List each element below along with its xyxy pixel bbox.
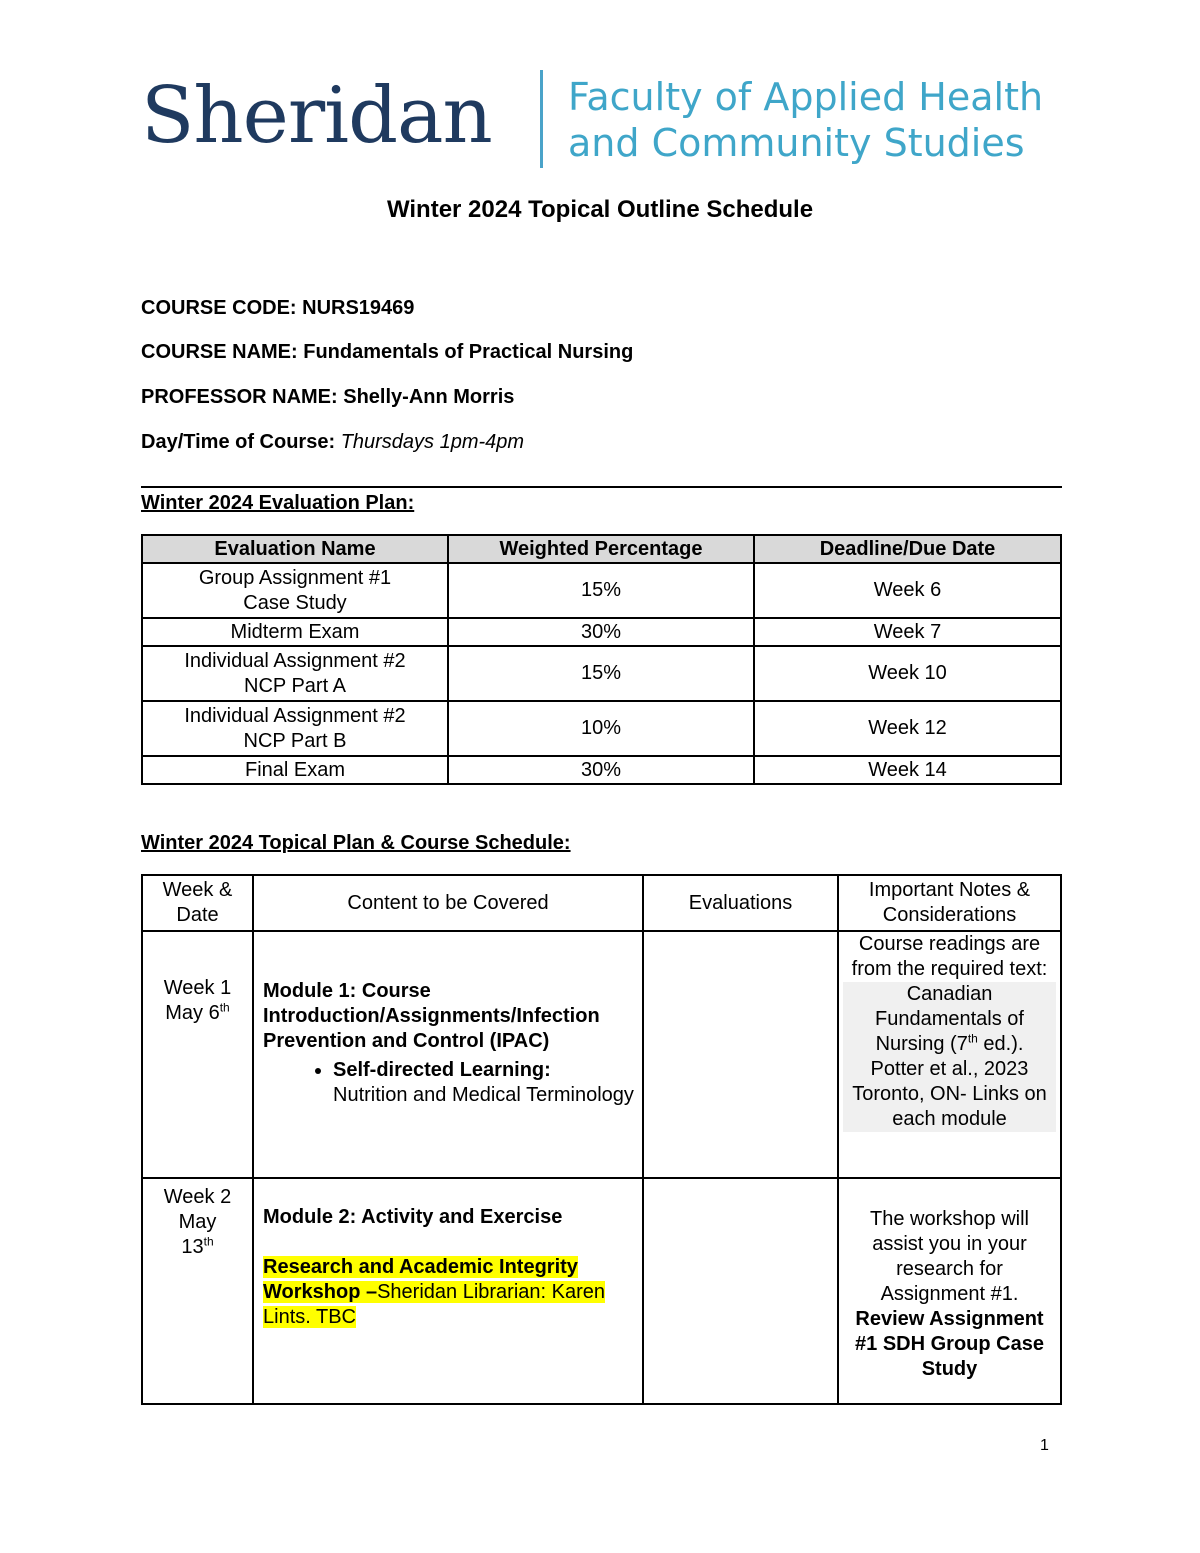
logo-faculty-line1: Faculty of Applied Health <box>568 75 1044 119</box>
daytime-value: Thursdays 1pm-4pm <box>340 431 525 453</box>
professor-line <box>141 386 1061 409</box>
table-row <box>142 618 1061 646</box>
list-item <box>333 1058 636 1108</box>
bullet-text: Nutrition and Medical Terminology <box>333 1084 634 1106</box>
due-cell: Week 10 <box>754 646 1061 701</box>
notes-review: Review Assignment #1 SDH Group Case Study <box>855 1308 1044 1380</box>
weight-cell: 15% <box>448 563 754 618</box>
horizontal-rule <box>141 486 1062 488</box>
column-header: Evaluation Name <box>142 535 448 563</box>
course-code-line <box>141 297 1061 320</box>
table-header-row <box>142 535 1061 563</box>
content-cell <box>253 931 643 1178</box>
workshop-details: Sheridan Librarian: Karen Lints. TBC <box>263 1281 606 1328</box>
logo-faculty-name <box>568 74 1043 166</box>
evaluation-plan-title: Winter 2024 Evaluation Plan: <box>141 492 415 514</box>
page-number: 1 <box>1040 1437 1049 1454</box>
course-name-label: COURSE NAME: <box>141 341 298 363</box>
notes-cell <box>838 931 1061 1178</box>
header-text: Week & <box>162 879 233 901</box>
evaluation-subname: NCP Part A <box>244 674 346 697</box>
evaluation-name: Individual Assignment #2 <box>184 649 406 672</box>
bullet-label: Self-directed Learning: <box>333 1059 551 1081</box>
table-row <box>142 756 1061 784</box>
header-text: Date <box>176 904 219 926</box>
notes-text: Course readings are from the required text: <box>851 933 1048 980</box>
date-label: May <box>178 1211 217 1233</box>
notes-cell <box>838 1178 1061 1404</box>
date-label: May 6th <box>165 1000 230 1024</box>
faculty-logo <box>141 66 1071 171</box>
week-label: Week 1 <box>163 977 232 999</box>
course-code-value: NURS19469 <box>302 297 415 319</box>
date-day: 13th <box>181 1234 214 1258</box>
due-cell: Week 6 <box>754 563 1061 618</box>
document-title: Winter 2024 Topical Outline Schedule <box>386 196 814 223</box>
evaluation-name-cell <box>142 646 448 701</box>
course-code-label: COURSE CODE: <box>141 297 297 319</box>
course-name-value: Fundamentals of Practical Nursing <box>303 341 634 363</box>
table-row <box>142 646 1061 701</box>
notes-citation: Potter et al., 2023 Toronto, ON- Links on each module <box>843 1057 1056 1132</box>
evaluations-cell <box>643 1178 838 1404</box>
week-label: Week 2 <box>163 1186 232 1208</box>
column-header: Deadline/Due Date <box>754 535 1061 563</box>
table-row <box>142 701 1061 756</box>
column-header: Weighted Percentage <box>448 535 754 563</box>
evaluation-name-cell: Midterm Exam <box>142 618 448 646</box>
course-schedule-table <box>141 874 1062 1405</box>
header-text: Considerations <box>882 904 1017 926</box>
due-cell: Week 7 <box>754 618 1061 646</box>
workshop-note <box>263 1255 636 1330</box>
logo-wordmark: Sheridan <box>141 71 492 161</box>
notes-text: The workshop will assist you in your research for Assignment #1. <box>870 1208 1029 1305</box>
due-cell: Week 14 <box>754 756 1061 784</box>
column-header-evaluations: Evaluations <box>643 875 838 931</box>
table-row-week1 <box>142 931 1061 1178</box>
evaluation-name-cell <box>142 701 448 756</box>
column-header-content: Content to be Covered <box>253 875 643 931</box>
evaluation-name-cell: Final Exam <box>142 756 448 784</box>
professor-value: Shelly-Ann Morris <box>343 386 515 408</box>
weight-cell: 10% <box>448 701 754 756</box>
evaluations-cell <box>643 931 838 1178</box>
daytime-line <box>141 431 1061 454</box>
column-header-week <box>142 875 253 931</box>
notes-textbook: Canadian Fundamentals of Nursing (7th ed.). <box>843 982 1056 1057</box>
logo-faculty-line2: and Community Studies <box>568 121 1025 165</box>
schedule-title: Winter 2024 Topical Plan & Course Schedule: <box>141 832 571 854</box>
table-row-week2 <box>142 1178 1061 1404</box>
weight-cell: 15% <box>448 646 754 701</box>
week-cell <box>142 931 253 1178</box>
evaluation-name: Individual Assignment #2 <box>184 704 406 727</box>
evaluation-subname: Case Study <box>243 591 347 614</box>
week-cell <box>142 1178 253 1404</box>
weight-cell: 30% <box>448 756 754 784</box>
evaluation-name: Group Assignment #1 <box>198 566 392 589</box>
bullet-list <box>263 1058 636 1108</box>
column-header-notes <box>838 875 1061 931</box>
table-header-row <box>142 875 1061 931</box>
weight-cell: 30% <box>448 618 754 646</box>
logo-divider <box>540 70 543 168</box>
course-name-line <box>141 341 1061 364</box>
daytime-label: Day/Time of Course: <box>141 431 336 453</box>
evaluation-subname: NCP Part B <box>243 729 347 752</box>
evaluation-name-cell <box>142 563 448 618</box>
evaluation-plan-table <box>141 534 1062 785</box>
workshop-title: Research and Academic Integrity Workshop – <box>263 1256 578 1303</box>
due-cell: Week 12 <box>754 701 1061 756</box>
content-cell <box>253 1178 643 1404</box>
table-row <box>142 563 1061 618</box>
professor-label: PROFESSOR NAME: <box>141 386 338 408</box>
header-text: Important Notes & <box>868 879 1031 901</box>
module-title: Module 2: Activity and Exercise <box>263 1206 563 1228</box>
module-title: Module 1: Course Introduction/Assignments/Infection Prevention and Control (IPAC) <box>263 980 600 1052</box>
